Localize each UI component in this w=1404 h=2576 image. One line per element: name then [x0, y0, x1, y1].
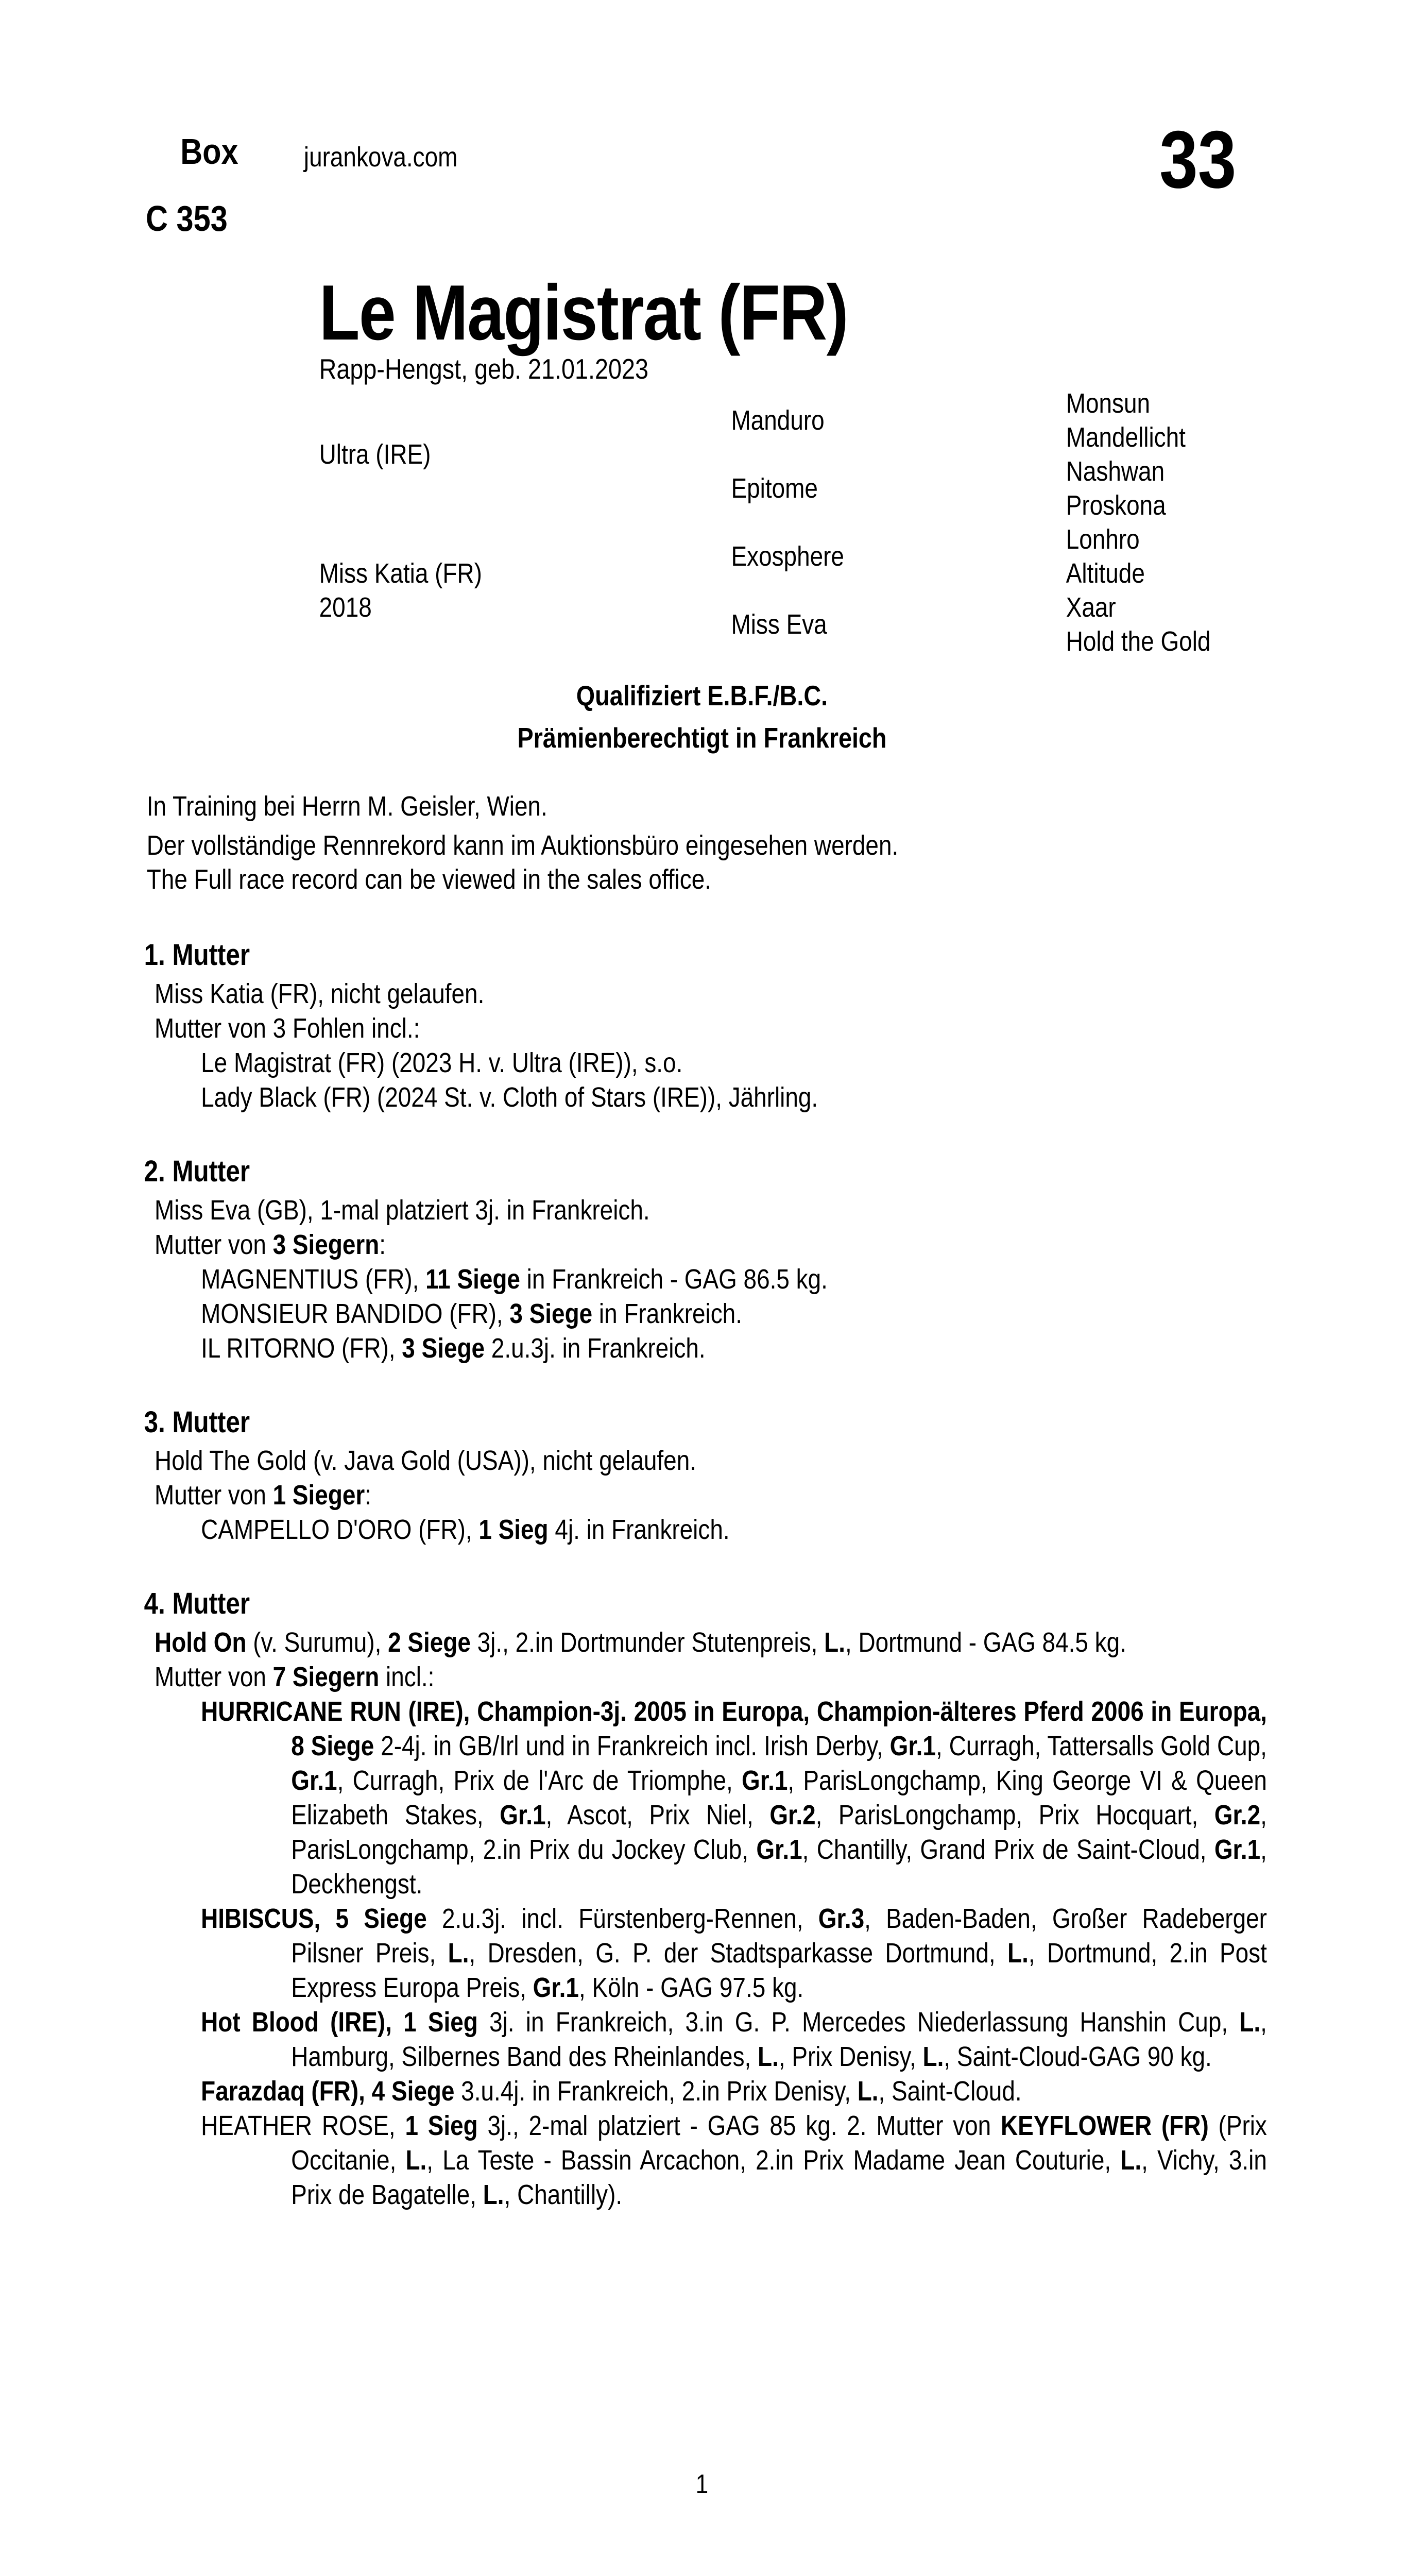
pedigree-sire: Ultra (IRE)	[319, 439, 431, 470]
produce-count-line: Mutter von 7 Siegern incl.:	[155, 1662, 435, 1693]
dam-line: Miss Katia (FR), nicht gelaufen.	[155, 978, 485, 1009]
produce-count-line: Mutter von 1 Sieger:	[155, 1480, 372, 1511]
produce-count-line: Mutter von 3 Fohlen incl.:	[155, 1012, 420, 1044]
section-heading: 4. Mutter	[144, 1587, 250, 1621]
produce-entry: MONSIEUR BANDIDO (FR), 3 Siege in Frankreich.	[201, 1298, 742, 1329]
produce-entry: HEATHER ROSE, 1 Sieg 3j., 2-mal platziert - GAG 85 kg. 2. Mutter von KEYFLOWER (FR) (Prix Occitanie, L., La Teste - Bassin Arcachon, 2.in Prix Madame Jean Couturie, L., Vichy, 3.in Prix de Bagatelle, L., Chantilly).	[201, 2110, 1267, 2211]
pedigree-gen2-cell: Exosphere	[731, 541, 844, 572]
mare-sections	[144, 939, 1267, 2212]
section-heading: 1. Mutter	[144, 938, 250, 972]
produce-entry: Le Magistrat (FR) (2023 H. v. Ultra (IRE)), s.o.	[201, 1047, 683, 1078]
produce-entry: Hot Blood (IRE), 1 Sieg 3j. in Frankreich, 3.in G. P. Mercedes Niederlassung Hanshin Cup, L., Hamburg, Silbernes Band des Rheinlandes, L., Prix Denisy, L., Saint-Cloud-GAG 90 kg.	[201, 2007, 1267, 2073]
pedigree-table	[319, 386, 1270, 658]
produce-entry: HURRICANE RUN (IRE), Champion-3j. 2005 in Europa, Champion-älteres Pferd 2006 in Europa, 8 Siege 2-4j. in GB/Irl und in Frankreich incl. Irish Derby, Gr.1, Curragh, Tattersalls Gold Cup, Gr.1, Curragh, Prix de l'Arc de Triomphe, Gr.1, ParisLongchamp, King George VI & Queen Elizabeth Stakes, Gr.1, Ascot, Prix Niel, Gr.2, ParisLongchamp, Prix Hocquart, Gr.2, ParisLongchamp, 2.in Prix du Jockey Club, Gr.1, Chantilly, Grand Prix de Saint-Cloud, Gr.1, Deckhengst.	[201, 1696, 1267, 1900]
trainer-line: In Training bei Herrn M. Geisler, Wien.	[146, 791, 547, 822]
premium-notice: Prämienberechtigt in Frankreich	[517, 722, 887, 754]
pedigree-dam-name: Miss Katia (FR)	[319, 558, 482, 589]
pedigree-dam	[319, 556, 731, 624]
produce-entry: IL RITORNO (FR), 3 Siege 2.u.3j. in Frankreich.	[201, 1332, 706, 1364]
race-record-note-en: The Full race record can be viewed in the sales office.	[146, 864, 711, 895]
pedigree-gen2-cell: Manduro	[731, 405, 825, 436]
dam-line: Hold On (v. Surumu), 2 Siege 3j., 2.in Dortmunder Stutenpreis, L., Dortmund - GAG 84.5 kg.	[155, 1627, 1126, 1658]
produce-count-line: Mutter von 3 Siegern:	[155, 1229, 386, 1260]
pedigree-gen3-cell: Nashwan	[1066, 456, 1165, 487]
produce-entry: CAMPELLO D'ORO (FR), 1 Sieg 4j. in Frankreich.	[201, 1514, 730, 1546]
page-number: 1	[695, 2469, 709, 2499]
dam-line: Hold The Gold (v. Java Gold (USA)), nicht gelaufen.	[155, 1445, 696, 1477]
website-text: jurankova.com	[303, 142, 458, 173]
dam-line: Miss Eva (GB), 1-mal platziert 3j. in Frankreich.	[155, 1194, 650, 1226]
pedigree-gen3-cell: Monsun	[1066, 388, 1151, 419]
lot-number: 33	[1159, 114, 1237, 205]
section-heading: 2. Mutter	[144, 1154, 250, 1188]
qualification-notice: Qualifiziert E.B.F./B.C.	[576, 680, 828, 711]
produce-entry: Lady Black (FR) (2024 St. v. Cloth of Stars (IRE)), Jährling.	[201, 1081, 818, 1113]
training-block	[147, 789, 898, 896]
pedigree-gen3-cell: Proskona	[1066, 490, 1166, 521]
produce-entry: MAGNENTIUS (FR), 11 Siege in Frankreich - GAG 86.5 kg.	[201, 1263, 828, 1295]
pedigree-gen3-cell: Mandellicht	[1066, 422, 1186, 453]
pedigree-gen3-cell: Xaar	[1066, 592, 1116, 623]
pedigree-gen2-cell: Miss Eva	[731, 609, 827, 640]
pedigree-gen2-cell: Epitome	[731, 473, 818, 504]
race-record-note-de: Der vollständige Rennrekord kann im Auktionsbüro eingesehen werden.	[146, 830, 899, 861]
pedigree-dam-year: 2018	[319, 592, 372, 623]
pedigree-gen3-cell: Altitude	[1066, 558, 1145, 589]
pedigree-gen3-cell: Lonhro	[1066, 524, 1140, 555]
horse-subtitle: Rapp-Hengst, geb. 21.01.2023	[319, 353, 649, 385]
produce-entry: Farazdaq (FR), 4 Siege 3.u.4j. in Frankreich, 2.in Prix Denisy, L., Saint-Cloud.	[201, 2076, 1022, 2107]
box-code: C 353	[146, 198, 228, 239]
section-heading: 3. Mutter	[144, 1405, 250, 1439]
box-label: Box	[180, 131, 238, 172]
pedigree-gen3-cell: Hold the Gold	[1066, 626, 1211, 657]
produce-entry: HIBISCUS, 5 Siege 2.u.3j. incl. Fürstenberg-Rennen, Gr.3, Baden-Baden, Großer Radeberger Pilsner Preis, L., Dresden, G. P. der Stadtsparkasse Dortmund, L., Dortmund, 2.in Post Express Europa Preis, Gr.1, Köln - GAG 97.5 kg.	[201, 1903, 1267, 2004]
horse-title: Le Magistrat (FR)	[319, 269, 848, 357]
